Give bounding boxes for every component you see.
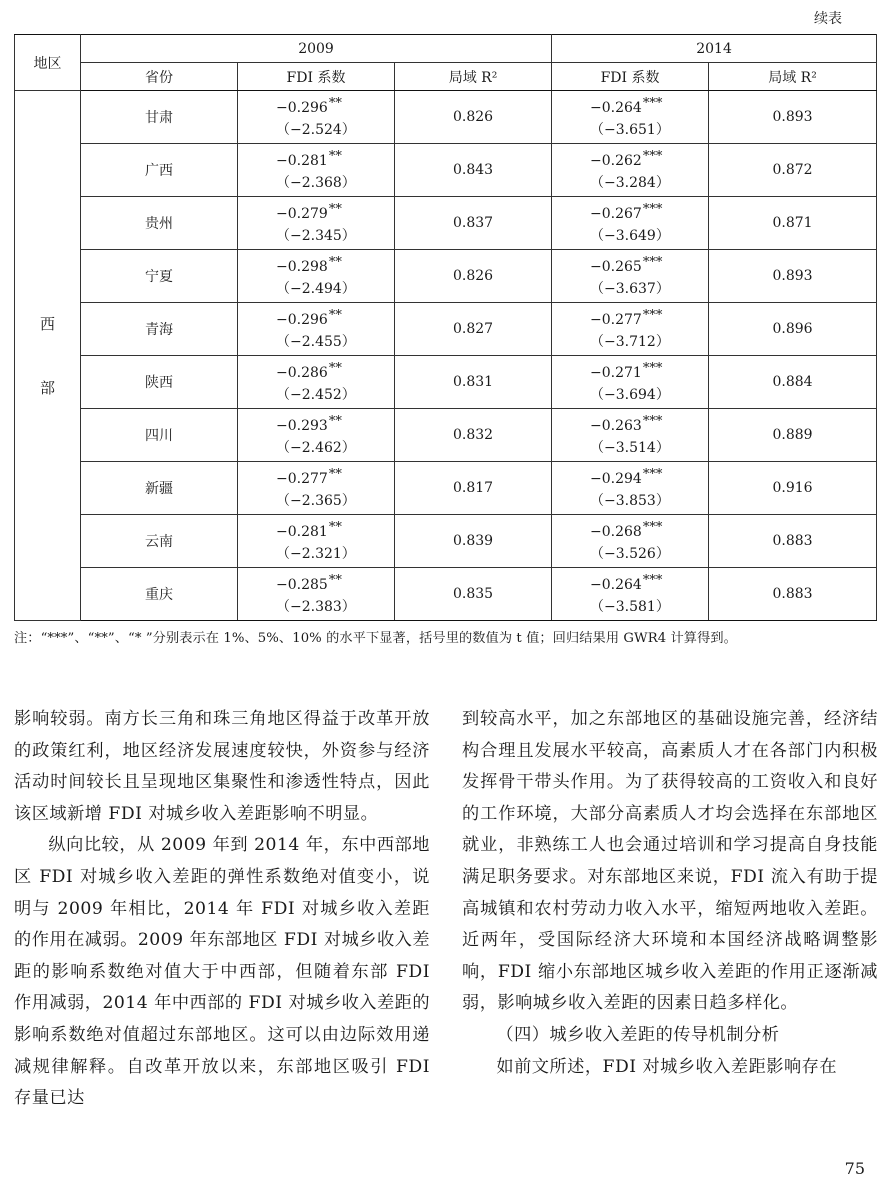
table-row xyxy=(15,515,877,568)
fdi-coef-2014 xyxy=(552,515,709,568)
t-value: （−2.321） xyxy=(276,546,356,562)
significance-stars: *** xyxy=(642,573,663,588)
coef-value xyxy=(590,411,708,437)
header-region: 地区 xyxy=(15,35,81,91)
r2-2014: 0.893 xyxy=(709,91,877,144)
coef-number: −0.298 xyxy=(276,259,328,275)
t-value: （−2.524） xyxy=(276,122,356,138)
coef-value xyxy=(276,464,394,490)
coef-number: −0.285 xyxy=(276,577,328,593)
header-fdi-2009: FDI 系数 xyxy=(238,63,395,91)
header-fdi-2014: FDI 系数 xyxy=(552,63,709,91)
t-value: （−3.712） xyxy=(590,334,670,350)
t-value: （−3.581） xyxy=(590,599,670,615)
coef-value xyxy=(590,464,708,490)
significance-stars: *** xyxy=(642,414,663,429)
r2-2009: 0.837 xyxy=(395,197,552,250)
coef-value xyxy=(590,252,708,278)
fdi-coef-2014 xyxy=(552,144,709,197)
province-cell: 贵州 xyxy=(81,197,238,250)
header-province: 省份 xyxy=(81,63,238,91)
results-table xyxy=(14,34,877,621)
province-cell: 云南 xyxy=(81,515,238,568)
table-row xyxy=(15,356,877,409)
significance-stars: ** xyxy=(328,202,342,217)
table-row xyxy=(15,250,877,303)
r2-2009: 0.843 xyxy=(395,144,552,197)
significance-stars: *** xyxy=(642,361,663,376)
fdi-coef-2014 xyxy=(552,197,709,250)
province-cell: 新疆 xyxy=(81,462,238,515)
fdi-coef-2009 xyxy=(238,144,395,197)
significance-stars: ** xyxy=(328,467,342,482)
coef-value xyxy=(590,358,708,384)
fdi-coef-2009 xyxy=(238,197,395,250)
t-value: （−3.637） xyxy=(590,281,670,297)
t-value: （−2.494） xyxy=(276,281,356,297)
r2-2014: 0.893 xyxy=(709,250,877,303)
coef-value xyxy=(276,305,394,331)
significance-stars: ** xyxy=(328,573,342,588)
fdi-coef-2009 xyxy=(238,303,395,356)
coef-value xyxy=(276,252,394,278)
t-value: （−3.694） xyxy=(590,387,670,403)
table-row xyxy=(15,91,877,144)
fdi-coef-2009 xyxy=(238,356,395,409)
significance-stars: ** xyxy=(328,361,342,376)
significance-stars: *** xyxy=(642,202,663,217)
paragraph: 纵向比较，从 2009 年到 2014 年，东中西部地区 FDI 对城乡收入差距的弹性系数绝对值变小，说明与 2009 年相比，2014 年 FDI 对城乡收入差距的作用在减弱。2009 年东部地区 FDI 对城乡收入差距的影响系数绝对值大于中西部，但随着东部 FDI 作用减弱，2014 年中西部的 FDI 对城乡收入差距的影响系数绝对值超过东部地区。这可以由边际效用递减规律解释。自改革开放以来，东部地区吸引 FDI 存量已达 xyxy=(14,835,431,1109)
table-row xyxy=(15,409,877,462)
region-char: 西 xyxy=(39,314,55,333)
coef-number: −0.277 xyxy=(276,471,328,487)
table-row xyxy=(15,462,877,515)
coef-number: −0.279 xyxy=(276,206,328,222)
t-value: （−2.365） xyxy=(276,493,356,509)
coef-value xyxy=(276,570,394,596)
coef-value xyxy=(276,146,394,172)
coef-value xyxy=(276,411,394,437)
province-cell: 陕西 xyxy=(81,356,238,409)
significance-stars: *** xyxy=(642,520,663,535)
t-value: （−3.526） xyxy=(590,546,670,562)
paragraph: 影响较弱。南方长三角和珠三角地区得益于改革开放的政策红利，地区经济发展速度较快，外资参与经济活动时间较长且呈现地区集聚性和渗透性特点，因此该区域新增 FDI 对城乡收入差距影响不明显。 xyxy=(14,709,430,824)
t-value: （−3.514） xyxy=(590,440,670,456)
significance-stars: *** xyxy=(642,467,663,482)
region-char: 部 xyxy=(39,378,55,397)
fdi-coef-2014 xyxy=(552,356,709,409)
r2-2014: 0.889 xyxy=(709,409,877,462)
coef-value xyxy=(590,199,708,225)
header-r2-2014: 局域 R² xyxy=(709,63,877,91)
significance-stars: ** xyxy=(328,255,342,270)
table-row xyxy=(15,197,877,250)
paragraph: 如前文所述，FDI 对城乡收入差距影响存在 xyxy=(496,1056,838,1077)
r2-2009: 0.831 xyxy=(395,356,552,409)
r2-2014: 0.916 xyxy=(709,462,877,515)
province-cell: 广西 xyxy=(81,144,238,197)
body-column-left xyxy=(14,704,430,1115)
r2-2014: 0.872 xyxy=(709,144,877,197)
coef-number: −0.286 xyxy=(276,365,328,381)
body-column-right xyxy=(462,704,878,1083)
r2-2009: 0.835 xyxy=(395,568,552,621)
r2-2009: 0.832 xyxy=(395,409,552,462)
significance-stars: *** xyxy=(642,96,663,111)
significance-stars: *** xyxy=(642,255,663,270)
r2-2014: 0.896 xyxy=(709,303,877,356)
coef-value xyxy=(276,517,394,543)
paragraph: 到较高水平，加之东部地区的基础设施完善，经济结构合理且发展水平较高，高素质人才在各部门内积极发挥骨干带头作用。为了获得较高的工资收入和良好的工作环境，大部分高素质人才均会选择在东部地区就业，非熟练工人也会通过培训和学习提高自身技能满足职务要求。对东部地区来说，FDI 流入有助于提高城镇和农村劳动力收入水平，缩短两地收入差距。近两年，受国际经济大环境和本国经济战略调整影响，FDI 缩小东部地区城乡收入差距的作用正逐渐减弱，影响城乡收入差距的因素日趋多样化。 xyxy=(462,709,878,1014)
significance-stars: *** xyxy=(642,308,663,323)
fdi-coef-2009 xyxy=(238,409,395,462)
t-value: （−3.649） xyxy=(590,228,670,244)
r2-2009: 0.827 xyxy=(395,303,552,356)
coef-number: −0.296 xyxy=(276,100,328,116)
coef-value xyxy=(590,517,708,543)
significance-stars: ** xyxy=(328,149,342,164)
coef-value xyxy=(590,93,708,119)
coef-number: −0.281 xyxy=(276,153,328,169)
r2-2009: 0.817 xyxy=(395,462,552,515)
fdi-coef-2014 xyxy=(552,568,709,621)
coef-value xyxy=(590,305,708,331)
province-cell: 四川 xyxy=(81,409,238,462)
t-value: （−3.651） xyxy=(590,122,670,138)
t-value: （−2.368） xyxy=(276,175,356,191)
coef-number: −0.277 xyxy=(590,312,642,328)
t-value: （−2.452） xyxy=(276,387,356,403)
table-row xyxy=(15,568,877,621)
fdi-coef-2014 xyxy=(552,462,709,515)
header-year-2009: 2009 xyxy=(81,35,552,63)
significance-stars: ** xyxy=(328,520,342,535)
continued-label: 续表 xyxy=(814,11,842,27)
fdi-coef-2009 xyxy=(238,568,395,621)
t-value: （−2.345） xyxy=(276,228,356,244)
coef-number: −0.296 xyxy=(276,312,328,328)
t-value: （−2.455） xyxy=(276,334,356,350)
coef-value xyxy=(276,199,394,225)
r2-2014: 0.883 xyxy=(709,515,877,568)
r2-2014: 0.883 xyxy=(709,568,877,621)
coef-value xyxy=(276,93,394,119)
r2-2009: 0.839 xyxy=(395,515,552,568)
fdi-coef-2009 xyxy=(238,515,395,568)
fdi-coef-2009 xyxy=(238,250,395,303)
coef-number: −0.293 xyxy=(276,418,328,434)
r2-2014: 0.871 xyxy=(709,197,877,250)
significance-stars: ** xyxy=(328,414,342,429)
fdi-coef-2009 xyxy=(238,462,395,515)
coef-value xyxy=(590,570,708,596)
province-cell: 青海 xyxy=(81,303,238,356)
table-row xyxy=(15,144,877,197)
table-row xyxy=(15,303,877,356)
coef-number: −0.267 xyxy=(590,206,642,222)
coef-number: −0.281 xyxy=(276,524,328,540)
r2-2014: 0.884 xyxy=(709,356,877,409)
coef-number: −0.262 xyxy=(590,153,642,169)
fdi-coef-2014 xyxy=(552,250,709,303)
t-value: （−3.284） xyxy=(590,175,670,191)
fdi-coef-2014 xyxy=(552,91,709,144)
section-heading: （四）城乡收入差距的传导机制分析 xyxy=(496,1024,780,1045)
significance-stars: *** xyxy=(642,149,663,164)
header-r2-2009: 局域 R² xyxy=(395,63,552,91)
coef-number: −0.265 xyxy=(590,259,642,275)
r2-2009: 0.826 xyxy=(395,250,552,303)
header-year-2014: 2014 xyxy=(552,35,877,63)
significance-stars: ** xyxy=(328,308,342,323)
region-cell xyxy=(15,91,81,621)
fdi-coef-2014 xyxy=(552,303,709,356)
t-value: （−2.462） xyxy=(276,440,356,456)
table-note: 注：“***”、“**”、“* ”分别表示在 1%、5%、10% 的水平下显著，括号里的数值为 t 值；回归结果用 GWR4 计算得到。 xyxy=(14,631,737,646)
coef-value xyxy=(276,358,394,384)
province-cell: 重庆 xyxy=(81,568,238,621)
coef-number: −0.271 xyxy=(590,365,642,381)
province-cell: 甘肃 xyxy=(81,91,238,144)
r2-2009: 0.826 xyxy=(395,91,552,144)
t-value: （−3.853） xyxy=(590,493,670,509)
coef-number: −0.294 xyxy=(590,471,642,487)
significance-stars: ** xyxy=(328,96,342,111)
coef-value xyxy=(590,146,708,172)
coef-number: −0.268 xyxy=(590,524,642,540)
coef-number: −0.263 xyxy=(590,418,642,434)
province-cell: 宁夏 xyxy=(81,250,238,303)
coef-number: −0.264 xyxy=(590,577,642,593)
fdi-coef-2009 xyxy=(238,91,395,144)
t-value: （−2.383） xyxy=(276,599,356,615)
fdi-coef-2014 xyxy=(552,409,709,462)
coef-number: −0.264 xyxy=(590,100,642,116)
page-number: 75 xyxy=(844,1159,865,1178)
